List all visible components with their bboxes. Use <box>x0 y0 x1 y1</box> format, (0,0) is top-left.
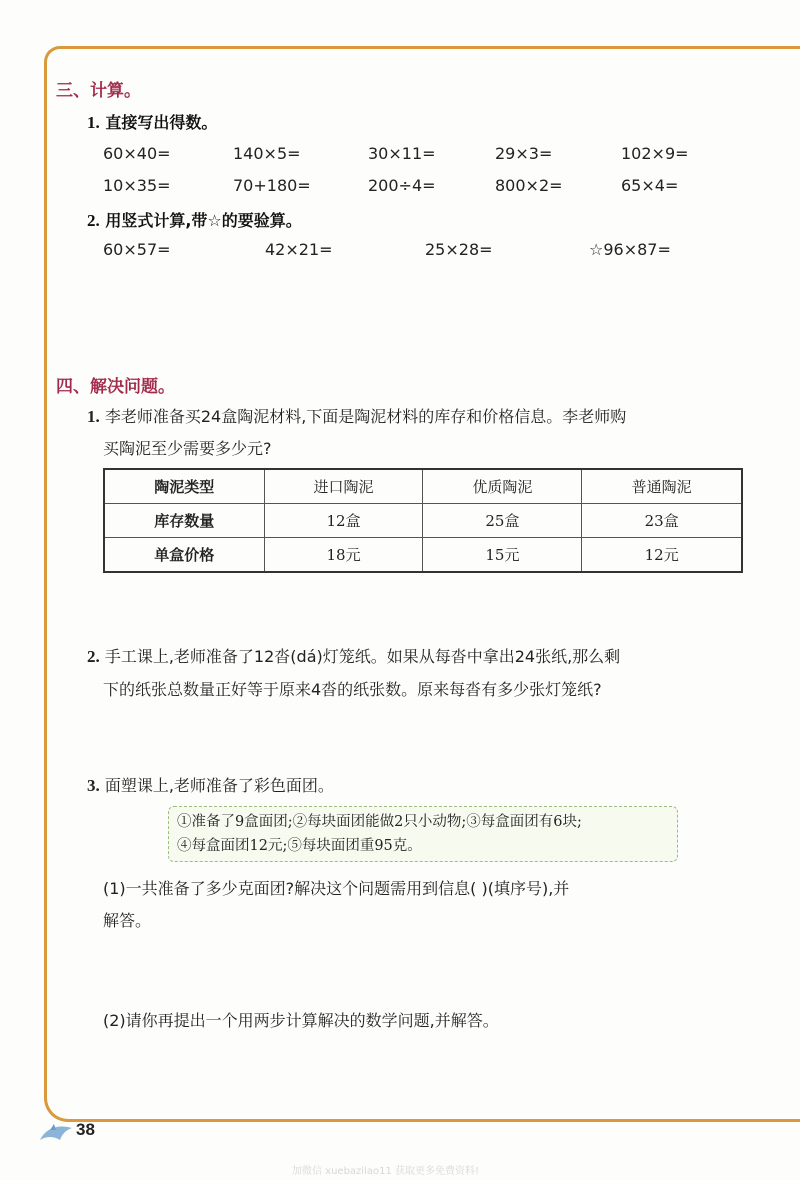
problem-2-line1 <box>87 644 620 667</box>
section-title-problems: 四、解决问题。 <box>56 377 175 397</box>
table-cell: 进口陶泥 <box>264 469 423 504</box>
subquestion-1-line1: (1)一共准备了多少克面团?解决这个问题需用到信息( )(填序号),并 <box>103 879 570 898</box>
expr-r1-3: 30×11= <box>368 144 436 163</box>
table-row <box>104 504 742 538</box>
expr-r1-2: 140×5= <box>233 144 301 163</box>
table-cell: 25盒 <box>423 504 582 538</box>
expr-r1-1: 60×40= <box>103 144 171 163</box>
problem-3-line1 <box>87 773 334 796</box>
expr-r2-3: 200÷4= <box>368 176 436 195</box>
info-line-1: ①准备了9盒面团;②每块面团能做2只小动物;③每盒面团有6块; <box>177 814 582 830</box>
subquestion-1-line2: 解答。 <box>103 911 152 930</box>
expr-r1-4: 29×3= <box>495 144 553 163</box>
info-line-2: ④每盒面团12元;⑤每块面团重95克。 <box>177 838 422 854</box>
info-box <box>168 806 678 862</box>
problem-number: 2. <box>87 647 100 666</box>
problem-1-line1 <box>87 404 626 427</box>
question-text: 用竖式计算,带☆的要验算。 <box>105 211 302 230</box>
expr-r3-2: 42×21= <box>265 240 333 259</box>
subquestion-2: (2)请你再提出一个用两步计算解决的数学问题,并解答。 <box>103 1011 499 1030</box>
expr-r3-3: 25×28= <box>425 240 493 259</box>
question-2-heading <box>87 208 302 231</box>
problem-2-line2: 下的纸张总数量正好等于原来4沓的纸张数。原来每沓有多少张灯笼纸? <box>103 680 602 699</box>
question-number: 1. <box>87 113 100 132</box>
table-cell: 陶泥类型 <box>104 469 264 504</box>
dolphin-logo-icon <box>36 1120 76 1146</box>
table-row <box>104 538 742 573</box>
watermark-text: 加微信 xuebazilao11 获取更多免费资料! <box>292 1166 480 1177</box>
table-cell: 12元 <box>582 538 742 573</box>
table-cell: 12盒 <box>264 504 423 538</box>
question-text: 直接写出得数。 <box>105 113 218 132</box>
problem-number: 1. <box>87 407 100 426</box>
table-cell: 优质陶泥 <box>423 469 582 504</box>
expr-r2-4: 800×2= <box>495 176 563 195</box>
problem-text: 手工课上,老师准备了12沓(dá)灯笼纸。如果从每沓中拿出24张纸,那么剩 <box>104 647 621 666</box>
table-cell: 18元 <box>264 538 423 573</box>
expr-r1-5: 102×9= <box>621 144 689 163</box>
page-number: 38 <box>76 1120 95 1139</box>
question-number: 2. <box>87 211 100 230</box>
table-cell: 普通陶泥 <box>582 469 742 504</box>
expr-r2-2: 70+180= <box>233 176 311 195</box>
expr-r3-4: ☆96×87= <box>589 240 671 259</box>
table-cell: 库存数量 <box>104 504 264 538</box>
table-cell: 单盒价格 <box>104 538 264 573</box>
table-cell: 23盒 <box>582 504 742 538</box>
question-1-heading <box>87 110 217 133</box>
expr-r2-5: 65×4= <box>621 176 679 195</box>
problem-number: 3. <box>87 776 100 795</box>
expr-r3-1: 60×57= <box>103 240 171 259</box>
problem-text: 李老师准备买24盒陶泥材料,下面是陶泥材料的库存和价格信息。李老师购 <box>104 407 627 426</box>
section-title-calc: 三、计算。 <box>56 81 141 101</box>
table-cell: 15元 <box>423 538 582 573</box>
problem-text: 面塑课上,老师准备了彩色面团。 <box>104 776 334 795</box>
table-row <box>104 469 742 504</box>
problem-1-line2: 买陶泥至少需要多少元? <box>103 439 272 458</box>
clay-info-table <box>103 468 743 573</box>
expr-r2-1: 10×35= <box>103 176 171 195</box>
